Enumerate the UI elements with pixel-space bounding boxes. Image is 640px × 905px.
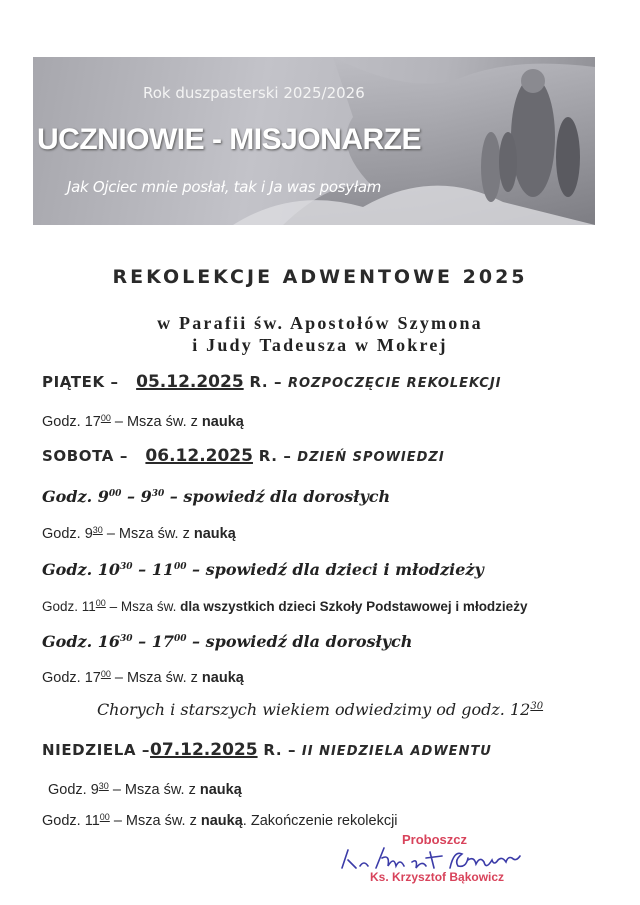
time-minutes: 30 — [98, 781, 109, 791]
item-text: – Msza św. z — [110, 414, 202, 430]
schedule-item — [42, 413, 244, 430]
item-bold: nauką — [193, 526, 236, 542]
item-bold: nauką — [200, 813, 243, 829]
sick-visit-note — [0, 700, 640, 719]
item-bold: nauką — [201, 414, 244, 430]
item-text: – spowiedź dla dorosłych — [186, 632, 413, 651]
item-text: – spowiedź dla dorosłych — [164, 487, 391, 506]
schedule-item — [48, 781, 242, 798]
time-minutes: 00 — [173, 634, 187, 644]
time-minutes: 00 — [95, 598, 106, 608]
time-minutes: 00 — [108, 489, 122, 499]
day-name: NIEDZIELA – — [42, 741, 151, 759]
confession-adults-evening — [42, 632, 412, 651]
day-description: II NIEDZIELA ADWENTU — [301, 744, 492, 759]
item-text: – Msza św. z — [109, 813, 201, 829]
item-text-end: . Zakończenie rekolekcji — [242, 813, 398, 829]
parish-line-1: w Parafii św. Apostołów Szymona — [157, 313, 483, 333]
day-name: PIĄTEK – — [42, 373, 119, 391]
banner-motto: Jak Ojciec mnie posłał, tak i Ja was posyłam — [67, 178, 382, 196]
schedule-item — [42, 598, 527, 614]
time-hour: Godz. 9 — [42, 526, 93, 542]
day-header-sunday — [42, 740, 492, 760]
pastoral-year: Rok duszpasterski 2025/2026 — [143, 84, 365, 102]
day-header-saturday — [42, 446, 445, 466]
item-text: – Msza św. — [105, 599, 181, 614]
time-minutes: 30 — [151, 489, 165, 499]
time-minutes: 00 — [100, 413, 111, 423]
time-minutes: 00 — [99, 812, 110, 822]
time-minutes: 00 — [100, 669, 111, 679]
confession-adults-morning — [42, 487, 390, 506]
time-minutes: 30 — [92, 525, 103, 535]
day-suffix: R. – — [263, 741, 297, 759]
confession-youth — [42, 560, 484, 579]
time-hour: Godz. 10 — [42, 560, 121, 579]
item-bold: dla wszystkich dzieci Szkoły Podstawowej i młodzieży — [180, 599, 528, 614]
page-title: REKOLEKCJE ADWENTOWE 2025 — [112, 266, 528, 288]
day-name: SOBOTA – — [42, 447, 128, 465]
day-date: 07.12.2025 — [150, 740, 258, 760]
day-description: ROZPOCZĘCIE REKOLEKCJI — [287, 376, 502, 391]
time-hour: Godz. 16 — [42, 632, 121, 651]
item-text: – Msza św. z — [108, 782, 200, 798]
day-description: DZIEŃ SPOWIEDZI — [297, 450, 445, 465]
schedule-item — [42, 525, 236, 542]
time-hour: Godz. 9 — [42, 487, 109, 506]
time-hour: Godz. 17 — [42, 670, 101, 686]
time-hour: Godz. 17 — [42, 414, 101, 430]
schedule-item — [42, 812, 398, 829]
day-suffix: R. – — [258, 447, 292, 465]
time-hour: – 17 — [132, 632, 174, 651]
time-hour: – 11 — [132, 560, 174, 579]
time-minutes: 00 — [173, 562, 187, 572]
item-text: – Msza św. z — [110, 670, 202, 686]
header-banner — [33, 57, 595, 225]
item-text: – Msza św. z — [102, 526, 194, 542]
note-text: Chorych i starszych wiekiem odwiedzimy od godz. 12 — [96, 700, 531, 719]
pastor-title: Proboszcz — [402, 832, 468, 847]
time-minutes: 30 — [530, 701, 544, 712]
banner-title: UCZNIOWIE - MISJONARZE — [37, 123, 421, 156]
time-minutes: 30 — [120, 562, 133, 572]
time-minutes: 30 — [120, 634, 133, 644]
item-text: – spowiedź dla dzieci i młodzieży — [186, 560, 484, 579]
item-bold: nauką — [201, 670, 244, 686]
item-bold: nauką — [199, 782, 242, 798]
time-hour: Godz. 11 — [42, 813, 100, 829]
time-hour: Godz. 9 — [48, 782, 99, 798]
parish-line-2: i Judy Tadeusza w Mokrej — [192, 335, 448, 355]
day-date: 06.12.2025 — [145, 446, 253, 466]
pastor-name: Ks. Krzysztof Bąkowicz — [370, 870, 505, 884]
schedule-item — [42, 669, 244, 686]
day-header-friday — [42, 372, 502, 392]
day-date: 05.12.2025 — [136, 372, 244, 392]
time-hour: Godz. 11 — [42, 599, 96, 614]
time-hour: – 9 — [121, 487, 152, 506]
day-suffix: R. – — [249, 373, 283, 391]
